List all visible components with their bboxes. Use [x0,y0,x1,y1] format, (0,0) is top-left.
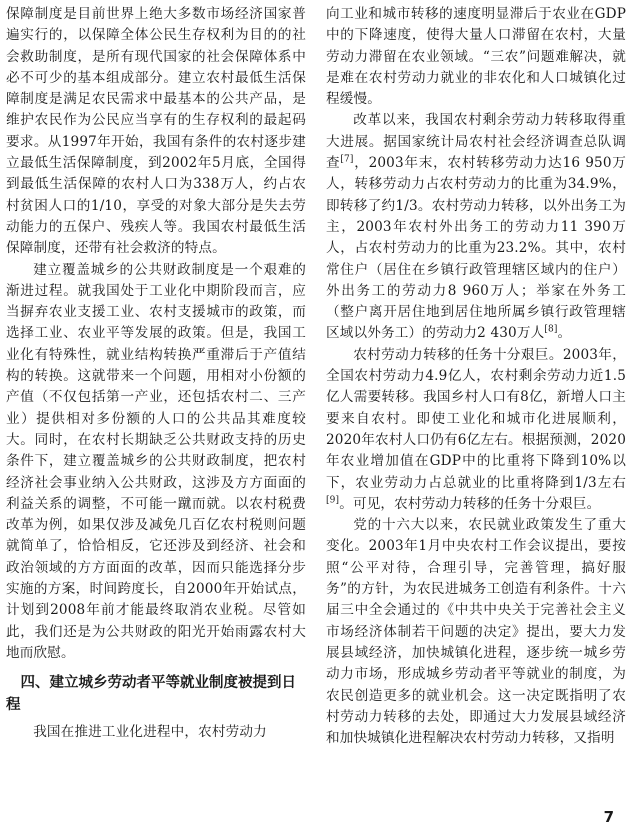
page-number: 7 [603,808,614,826]
paragraph-transfer-task [326,345,626,515]
section-heading: 四、建立城乡劳动者平等就业制度被提到日程 [6,675,296,714]
paragraph-employment-policy: 党的十六大以来，农民就业政策发生了重大变化。2003年1月中央农村工作会议提出，要按照“公平对待，合理引导，完善管理，搞好服务”的方针，为农民进城务工创造有利条件。十六届三中全会通过的《中共中央关于完善社会主义市场经济体制若干问题的决定》提出，要大力发展县域经济，加快城镇化进程，逐步统一城乡劳动力市场，形成城乡劳动者平等就业的制度，为农民创造更多的就业机会。这一决定既指明了农村劳动力转移的去处，即通过大力发展县域经济和加快城镇化进程解决农村劳动力转移，又指明 [326,517,626,747]
paragraph-text: ，2003年末，农村转移劳动力达16 950万人，转移劳动力占农村劳动力的比重为34.9%，即转移了约1/3。农村劳动力转移，以外出务工为主，2003年农村外出务工的劳动力11 390万人，占农村劳动力的比重为23.2%。其中，农村常住户（居住在乡镇行政管理辖区域内的住户）外出务工的劳动力8 960万人；举家在外务工（整户离开居住地到居住地所属乡镇行政管理辖区域以外务工）的劳动力2 430万人 [326,155,626,342]
left-column [6,4,306,744]
paragraph-reform-progress [326,110,626,344]
paragraph-text: 。 [557,325,572,342]
document-page [6,4,626,832]
paragraph-public-finance: 建立覆盖城乡的公共财政制度是一个艰难的渐进过程。就我国处于工业化中期阶段而言，应当摒弃农业支援工业、农村支援城市的政策，而选择工业、农业平等发展的政策。但是，我国工业化有特殊性，就业结构转换严重滞后于产值结构的转换。这就带来一个问题，用相对小份额的产值（不仅包括第一产业，还包括农村二、三产业）提供相对多份额的人口的公共品其难度较大。同时，在农村长期缺乏公共财政支持的历史条件下，建立覆盖城乡的公共财政制度，把农村经济社会事业纳入公共财政，这涉及方方面面的利益关系的调整，不可能一蹴而就。以农村税费改革为例，如果仅涉及减免几百亿农村税则问题就简单了，恰恰相反，它还涉及到经济、社会和政治领域的方方面面的改革，因而只能选择分步实施的方案，时间跨度长，自2000年开始试点，计划到2008年前才能最终取消农业税。尽管如此，我们还是为公共财政的阳光开始雨露农村大地而欣慰。 [6,261,306,661]
right-column [326,4,626,749]
reference-9: [9] [326,495,340,506]
paragraph-text: 农村劳动力转移的任务十分艰巨。2003年，全国农村劳动力4.9亿人，农村剩余劳动力近1.5亿人需要转移。我国乡村人口有8亿，新增人口主要来自农村。即使工业化和城市化进展顺利，2020年农村人口仍有6亿左右。根据预测，2020年农业增加值在GDP中的比重将下降到10%以下，农业劳动力占总就业的比重将降到1/3左右 [326,346,626,491]
paragraph-industrialization: 我国在推进工业化进程中，农村劳动力 [33,724,267,741]
paragraph-text: 。可见，农村劳动力转移的任务十分艰巨。 [339,495,601,512]
reference-8: [8] [544,324,558,335]
paragraph-text: 改革以来，我国农村剩余劳动力转移取得重大进展。据国家统计局农村社会经济调查总队调查 [326,112,626,172]
paragraph-labor-transfer-lag: 向工业和城市转移的速度明显滞后于农业在GDP中的下降速度，使得大量人口滞留在农村，大量劳动力滞留在农业领域。“三农”问题难解决，就是难在农村劳动力就业的非农化和人口城镇化过程缓慢。 [326,6,626,108]
paragraph-minimum-living-security: 保障制度是目前世界上绝大多数市场经济国家普遍实行的，以保障全体公民生存权利为目的的社会救助制度，是所有现代国家的社会保障体系中必不可少的基本组成部分。建立农村最低生活保障制度是满足农民需求中最基本的公共产品，是维护农民作为公民应当享有的生存权利的最起码要求。从1997年开始，我国有条件的农村逐步建立最低生活保障制度，到2002年5月底，全国得到最低生活保障的农村人口为338万人，约占农村贫困人口的1/10，享受的对象大部分是失去劳动能力的五保户、残疾人等。我国农村最低生活保障制度，还带有社会救济的特点。 [6,6,306,257]
reference-7: [7] [340,154,354,165]
